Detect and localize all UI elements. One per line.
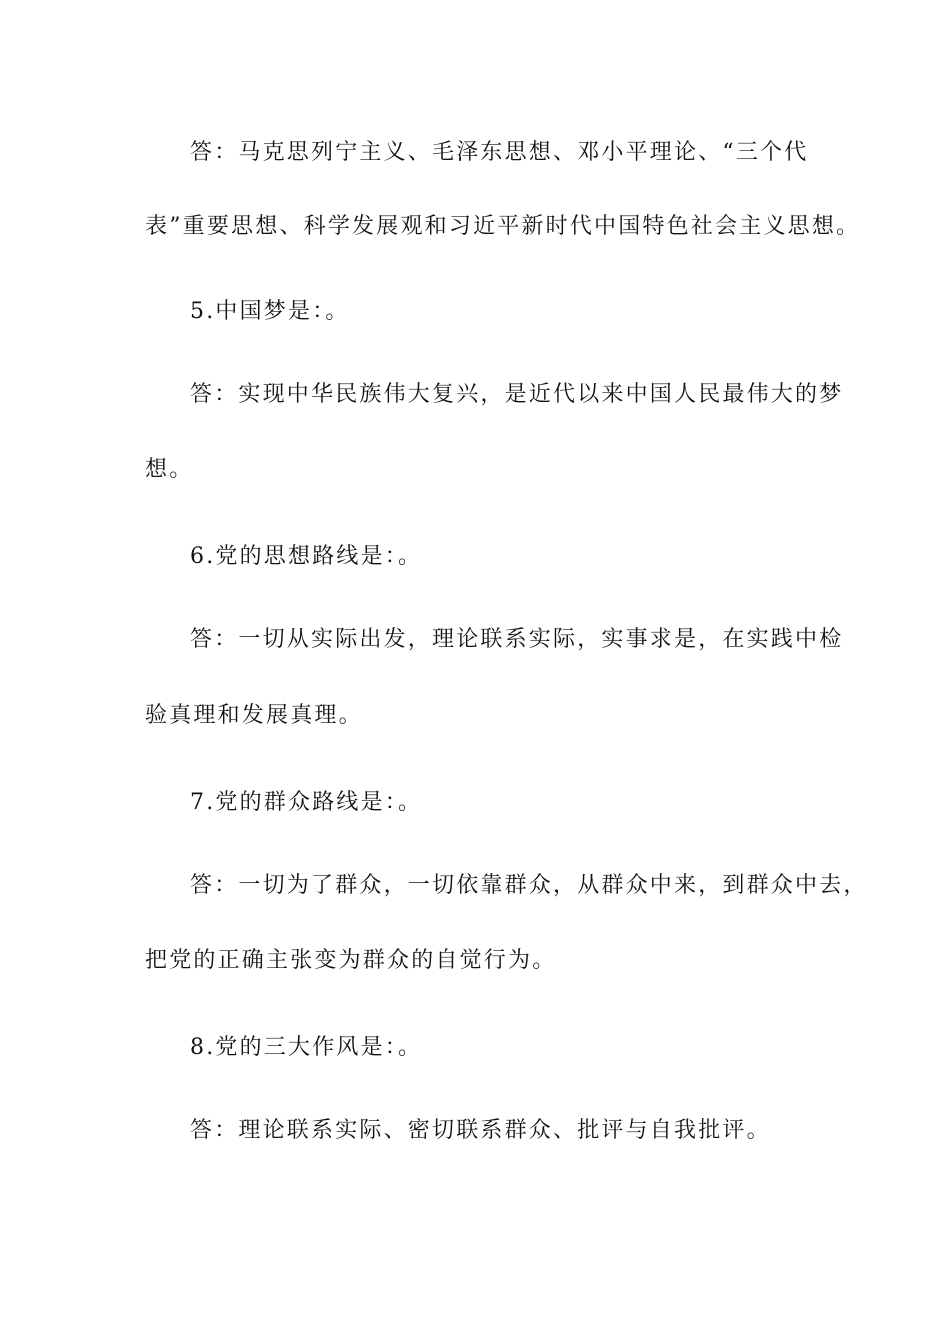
- answer-7-line-2: 把党的正确主张变为群众的自觉行为。: [145, 948, 557, 973]
- answer-6-line-1: 答：一切从实际出发，理论联系实际，实事求是，在实践中检: [190, 627, 844, 652]
- question-6: 6.党的思想路线是：。: [190, 544, 423, 569]
- answer-6-line-2: 验真理和发展真理。: [145, 703, 363, 728]
- question-5: 5.中国梦是：。: [190, 299, 350, 324]
- answer-4-line-2: 表”重要思想、科学发展观和习近平新时代中国特色社会主义思想。: [145, 214, 861, 239]
- answer-5-line-2: 想。: [145, 457, 194, 482]
- question-8: 8.党的三大作风是：。: [190, 1035, 423, 1060]
- answer-5-line-1: 答：实现中华民族伟大复兴，是近代以来中国人民最伟大的梦: [190, 382, 844, 407]
- answer-4-line-1: 答：马克思列宁主义、毛泽东思想、邓小平理论、“三个代: [190, 140, 809, 165]
- question-7: 7.党的群众路线是：。: [190, 790, 423, 815]
- answer-7-line-1: 答：一切为了群众，一切依靠群众，从群众中来，到群众中去，: [190, 873, 868, 898]
- answer-8-line-1: 答：理论联系实际、密切联系群众、批评与自我批评。: [190, 1118, 771, 1143]
